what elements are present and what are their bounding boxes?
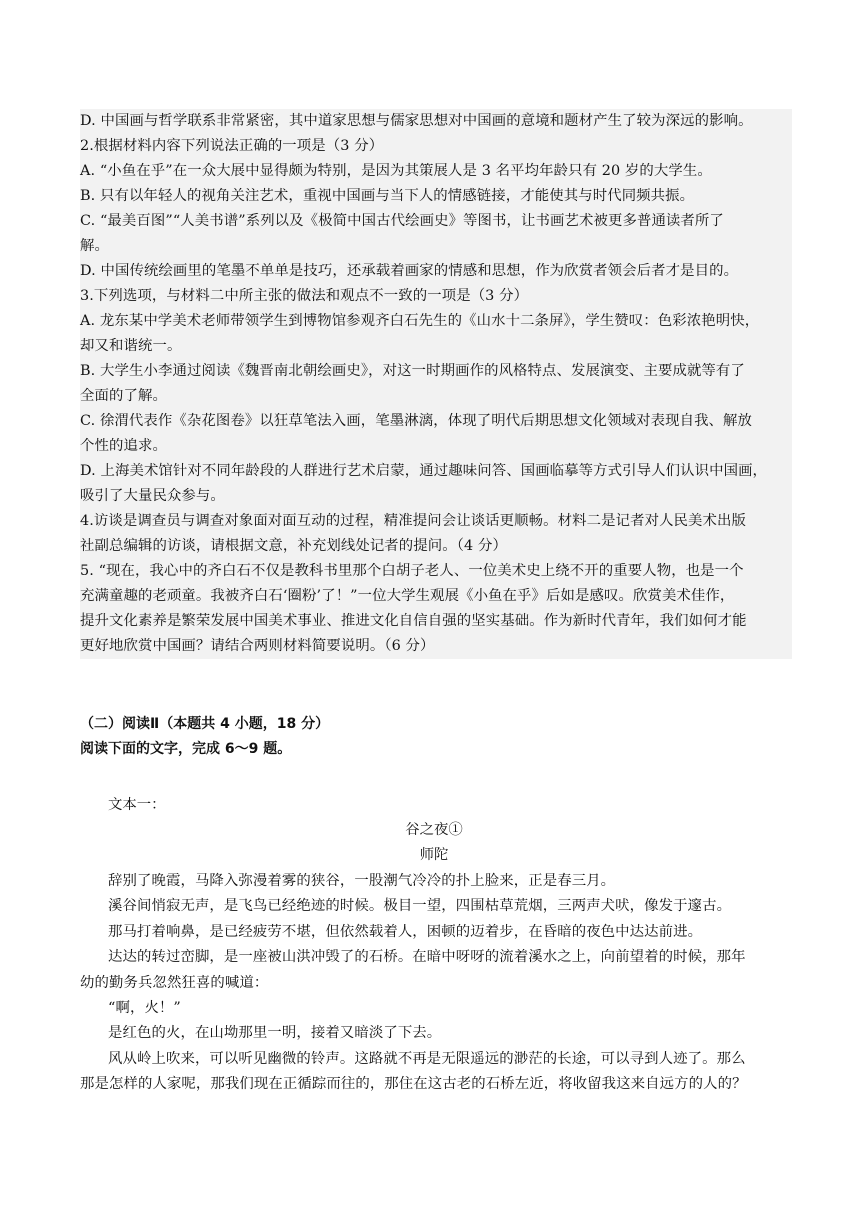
article-line: “啊，火！” bbox=[108, 999, 181, 1016]
question-line: B. 只有以年轻人的视角关注艺术，重视中国画与当下人的情感链接，才能使其与时代同频共振。 bbox=[80, 188, 695, 204]
article-line: 溪谷间悄寂无声，是飞鸟已经绝迹的时候。极目一望，四围枯草荒烟，三两声犬吠，像发于邃古。 bbox=[108, 898, 732, 915]
question-line: 吸引了大量民众参与。 bbox=[80, 488, 225, 504]
question-line: 更好地欣赏中国画？请结合两则材料简要说明。（6 分） bbox=[80, 638, 435, 654]
article-line: 风从岭上吹来，可以听见幽微的铃声。这路就不再是无限遥远的渺茫的长途，可以寻到人迹了。那么 bbox=[108, 1050, 746, 1067]
question-line: 提升文化素养是繁荣发展中国美术事业、推进文化自信自强的坚实基础。作为新时代青年，我们如何才能 bbox=[80, 613, 747, 629]
question-line: 充满童趣的老顽童。我被齐白石‘圈粉’了！”一位大学生观展《小鱼在乎》后如是感叹。欣赏美术佳作， bbox=[80, 588, 735, 604]
article-title: 谷之夜① bbox=[405, 822, 463, 838]
article-line: 那是怎样的人家呢，那我们现在正循踪而往的，那住在这古老的石桥左近，将收留我这来自远方的人的？ bbox=[80, 1076, 747, 1093]
article-line: 幼的勤务兵忽然狂喜的喊道： bbox=[80, 974, 269, 991]
question-line: 却又和谐统一。 bbox=[80, 338, 182, 354]
question-line: 个性的追求。 bbox=[80, 438, 167, 454]
article-author: 师陀 bbox=[419, 847, 449, 863]
question-line: 2.根据材料内容下列说法正确的一项是（3 分） bbox=[80, 138, 384, 154]
article-line: 是红色的火，在山坳那里一明，接着又暗淡了下去。 bbox=[108, 1025, 442, 1042]
question-line: 3.下列选项，与材料二中所主张的做法和观点不一致的一项是（3 分） bbox=[80, 288, 529, 304]
question-line: A. 龙东某中学美术老师带领学生到博物馆参观齐白石先生的《山水十二条屏》，学生赞叹：色彩浓艳明快， bbox=[80, 313, 760, 329]
question-line: 解。 bbox=[80, 238, 109, 254]
question-line: D. 上海美术馆针对不同年龄段的人群进行艺术启蒙，通过趣味问答、国画临摹等方式引导人们认识中国画， bbox=[80, 463, 768, 479]
question-line: C. 徐渭代表作《杂花图卷》以狂草笔法入画，笔墨淋漓，体现了明代后期思想文化领域对表现自我、解放 bbox=[80, 413, 753, 429]
question-line: C. “最美百图”“人美书谱”系列以及《极简中国古代绘画史》等图书，让书画艺术被更多普通读者所了 bbox=[80, 213, 724, 229]
question-line: D. 中国画与哲学联系非常紧密，其中道家思想与儒家思想对中国画的意境和题材产生了较为深远的影响。 bbox=[80, 113, 753, 129]
article-line: 辞别了晚霞，马降入弥漫着雾的狭谷，一股潮气冷冷的扑上脸来，正是春三月。 bbox=[108, 873, 616, 889]
question-line: 全面的了解。 bbox=[80, 388, 167, 404]
article-body bbox=[80, 869, 792, 1098]
question-line: B. 大学生小李通过阅读《魏晋南北朝绘画史》，对这一时期画作的风格特点、发展演变、主要成就等有了 bbox=[80, 363, 745, 379]
article-line: 达达的转过峦脚，是一座被山洪冲毁了的石桥。在暗中呀呀的流着溪水之上，向前望着的时候，那年 bbox=[108, 949, 746, 966]
article-line: 那马打着响鼻，是已经疲劳不堪，但依然载着人，困顿的迈着步，在昏暗的夜色中达达前进。 bbox=[108, 923, 703, 940]
question-line: A. “小鱼在乎”在一众大展中显得颇为特别，是因为其策展人是 3 名平均年龄只有 20 岁的大学生。 bbox=[80, 163, 712, 179]
question-line: 5. “现在，我心中的齐白石不仅是教科书里那个白胡子老人、一位美术史上绕不开的重要人物，也是一个 bbox=[80, 563, 744, 579]
question-line: 4.访谈是调查员与调查对象面对面互动的过程，精准提问会让谈话更顺畅。材料二是记者对人民美术出版 bbox=[80, 513, 747, 529]
question-block-shaded bbox=[80, 109, 792, 659]
section-instruction: 阅读下面的文字，完成 6～9 题。 bbox=[80, 741, 292, 757]
section-heading: （二）阅读Ⅱ（本题共 4 小题，18 分） bbox=[80, 716, 330, 732]
question-line: D. 中国传统绘画里的笔墨不单单是技巧，还承载着画家的情感和思想，作为欣赏者领会后者才是目的。 bbox=[80, 263, 739, 279]
reading-section-header bbox=[80, 712, 792, 762]
question-line: 社副总编辑的访谈，请根据文意，补充划线处记者的提问。（4 分） bbox=[80, 538, 507, 554]
text-label: 文本一： bbox=[108, 797, 166, 813]
